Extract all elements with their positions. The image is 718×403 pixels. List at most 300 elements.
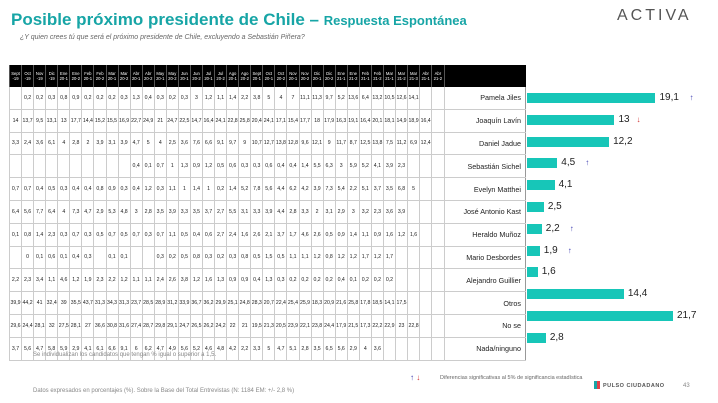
table-cell (408, 200, 420, 223)
table-cell: 1,1 (166, 178, 178, 201)
table-cell: 9,5 (34, 109, 46, 132)
table-cell: 7,5 (383, 132, 395, 155)
table-cell: 1,4 (299, 155, 311, 178)
table-cell (82, 155, 94, 178)
bar (527, 115, 614, 125)
table-cell: 0,3 (251, 155, 263, 178)
table-cell: 7,6 (190, 132, 202, 155)
table-cell: 41 (34, 292, 46, 315)
table-cell: 19,1 (347, 109, 359, 132)
table-cell: 10,7 (251, 132, 263, 155)
table-cell (408, 269, 420, 292)
table-cell: 2,2 (10, 269, 22, 292)
data-label: 2,2 (545, 222, 560, 234)
activa-logo: ACTIVA (617, 7, 692, 24)
table-cell: 19,5 (251, 314, 263, 337)
table-cell: 7,7 (34, 200, 46, 223)
table-cell: 0,3 (203, 246, 215, 269)
bar (527, 202, 544, 212)
up-arrow-icon: ↑ (410, 373, 414, 382)
table-cell: 20,4 (251, 109, 263, 132)
table-cell: 25,1 (227, 292, 239, 315)
table-cell: 4,8 (118, 200, 130, 223)
table-cell: 12,8 (287, 132, 299, 155)
table-cell: 3,4 (34, 269, 46, 292)
column-header: Oct 20-2 (275, 65, 287, 87)
table-row (10, 200, 526, 223)
table-cell (420, 223, 432, 246)
column-header: Feb 20-2 (94, 65, 106, 87)
table-cell (420, 269, 432, 292)
column-header: Oct -19 (22, 65, 34, 87)
table-cell (432, 337, 444, 360)
column-header: Abr 21-2 (432, 65, 444, 87)
table-cell: 3 (347, 200, 359, 223)
table-cell: 18 (311, 109, 323, 132)
table-cell: 0,3 (154, 246, 166, 269)
table-cell: 0,2 (371, 269, 383, 292)
table-cell (432, 87, 444, 109)
column-header: Ene 20-2 (70, 65, 82, 87)
table-cell (432, 223, 444, 246)
data-label: 21,7 (676, 310, 697, 321)
table-cell (432, 178, 444, 201)
column-header: Feb 21-1 (359, 65, 371, 87)
table-cell: 6,1 (94, 337, 106, 360)
column-header: Jun 20-2 (190, 65, 202, 87)
table-cell: 22,1 (299, 314, 311, 337)
table-cell (383, 337, 395, 360)
table-cell: 4,2 (299, 178, 311, 201)
candidate-name: Evelyn Matthei (444, 178, 526, 201)
table-cell: 21,3 (263, 314, 275, 337)
table-cell: 0,8 (239, 246, 251, 269)
table-cell: 1,6 (239, 223, 251, 246)
table-cell: 0,3 (154, 87, 166, 109)
table-cell (408, 292, 420, 315)
table-cell: 0,2 (287, 269, 299, 292)
table-cell: 31,6 (118, 314, 130, 337)
table-cell: 6,8 (396, 178, 408, 201)
table-cell: 4,6 (299, 223, 311, 246)
table-cell: 0,7 (22, 178, 34, 201)
table-cell: 3,7 (203, 200, 215, 223)
table-cell: 3 (190, 87, 202, 109)
table-cell: 2,3 (396, 155, 408, 178)
column-header: Ene 21-2 (347, 65, 359, 87)
table-cell: 6,6 (106, 337, 118, 360)
table-cell: 1,4 (347, 223, 359, 246)
table-cell (396, 337, 408, 360)
table-cell: 43,7 (82, 292, 94, 315)
table-cell: 0,9 (335, 223, 347, 246)
table-cell: 13,7 (22, 109, 34, 132)
table-cell: 5,6 (22, 337, 34, 360)
table-cell: 0,9 (227, 269, 239, 292)
table-cell: 3,7 (371, 178, 383, 201)
table-cell: 25,8 (347, 292, 359, 315)
table-cell: 0,8 (190, 246, 202, 269)
table-cell: 13,8 (371, 132, 383, 155)
table-row (10, 269, 526, 292)
table-cell: 2 (311, 200, 323, 223)
column-header: Dic 20-1 (311, 65, 323, 87)
table-cell: 7 (287, 87, 299, 109)
down-arrow-icon: ↓ (636, 114, 641, 124)
table-cell: 3,5 (190, 200, 202, 223)
table-cell: 3,3 (10, 132, 22, 155)
table-cell: 21,5 (347, 314, 359, 337)
table-cell: 0,6 (263, 155, 275, 178)
table-cell: 7,8 (251, 178, 263, 201)
table-cell: 1,2 (396, 223, 408, 246)
footer-brand: PULSO CIUDADANO (603, 383, 665, 389)
table-cell: 15,5 (106, 109, 118, 132)
table-cell: 0,9 (239, 269, 251, 292)
table-cell: 4,1 (82, 337, 94, 360)
table-cell: 1,2 (203, 87, 215, 109)
column-header: Abr 21-1 (420, 65, 432, 87)
table-cell: 2,4 (227, 223, 239, 246)
bar (527, 267, 538, 277)
table-cell: 3,7 (275, 223, 287, 246)
table-cell: 12,1 (311, 132, 323, 155)
table-cell: 9,1 (215, 132, 227, 155)
column-header: Jun 20-1 (178, 65, 190, 87)
table-cell: 17,9 (323, 109, 335, 132)
survey-question: ¿Y quien crees tú que será el próximo presidente de Chile, excluyendo a Sebastián Piñera? (20, 34, 305, 41)
table-cell: 5 (263, 337, 275, 360)
table-cell: 0,3 (82, 246, 94, 269)
table-cell (432, 109, 444, 132)
table-cell: 0,5 (178, 223, 190, 246)
table-cell: 1,1 (287, 246, 299, 269)
table-cell: 1,1 (215, 87, 227, 109)
candidate-name: Mario Desbordes (444, 246, 526, 269)
table-cell: 9,6 (299, 132, 311, 155)
table-cell: 22,8 (408, 314, 420, 337)
table-cell: 0,6 (227, 155, 239, 178)
table-cell: 6,4 (359, 87, 371, 109)
table-cell: 24,7 (166, 109, 178, 132)
table-cell: 31,3 (94, 292, 106, 315)
column-header: Ene 20-1 (58, 65, 70, 87)
table-cell: 0,5 (323, 223, 335, 246)
candidate-name: Joaquín Lavín (444, 109, 526, 132)
table-cell: 4 (359, 337, 371, 360)
table-cell (432, 269, 444, 292)
table-cell: 5,6 (178, 337, 190, 360)
column-header: Feb 20-1 (82, 65, 94, 87)
table-cell: 1,3 (263, 269, 275, 292)
data-note: Datos expresados en porcentajes (%). Sobre la Base del Total Entrevistas (N: 1184 EM: +/- 2,8 %) (33, 388, 295, 394)
table-cell: 2,9 (335, 200, 347, 223)
table-cell (22, 155, 34, 178)
table-cell (408, 246, 420, 269)
table-cell: 2,2 (106, 269, 118, 292)
column-header: Mar 20-2 (118, 65, 130, 87)
table-cell: 16,3 (335, 109, 347, 132)
table-cell: 0,2 (323, 269, 335, 292)
table-cell: 3,8 (251, 87, 263, 109)
table-cell: 24,4 (22, 314, 34, 337)
table-cell (130, 246, 142, 269)
column-header: Nov 20-2 (299, 65, 311, 87)
table-cell: 2,3 (94, 269, 106, 292)
table-cell: 18,9 (408, 109, 420, 132)
table-cell: 1,6 (408, 223, 420, 246)
table-cell: 4,1 (371, 155, 383, 178)
table-cell: 21,6 (335, 292, 347, 315)
table-cell: 21 (239, 314, 251, 337)
table-cell: 24,1 (215, 109, 227, 132)
table-cell: 2,3 (22, 269, 34, 292)
table-cell (420, 87, 432, 109)
table-cell: 0,4 (142, 87, 154, 109)
table-cell: 0,4 (82, 178, 94, 201)
table-cell: 2,2 (239, 87, 251, 109)
table-cell: 3,9 (94, 132, 106, 155)
table-cell: 11,1 (299, 87, 311, 109)
table-cell (94, 155, 106, 178)
table-cell: 28,7 (142, 314, 154, 337)
table-cell (420, 200, 432, 223)
table-cell: 0,2 (215, 178, 227, 201)
table-cell: 2,9 (347, 337, 359, 360)
table-cell: 18,3 (311, 292, 323, 315)
table-cell: 6 (130, 337, 142, 360)
table-cell: 0,8 (58, 87, 70, 109)
data-label: 2,5 (547, 201, 562, 212)
table-cell: 6,1 (46, 132, 58, 155)
table-cell: 0,1 (34, 246, 46, 269)
table-cell: 3,5 (154, 200, 166, 223)
table-cell: 7,3 (323, 178, 335, 201)
table-cell: 0,9 (371, 223, 383, 246)
table-cell: 3 (130, 200, 142, 223)
table-cell: 0,4 (335, 269, 347, 292)
table-cell (432, 200, 444, 223)
table-cell: 0,3 (82, 223, 94, 246)
table-cell (10, 155, 22, 178)
table-cell: 1,3 (178, 155, 190, 178)
table-cell: 5,3 (106, 200, 118, 223)
title-main: Posible próximo presidente de Chile (11, 10, 305, 29)
table-cell: 3,3 (299, 200, 311, 223)
table-cell: 16,9 (118, 109, 130, 132)
table-cell: 0,3 (239, 155, 251, 178)
table-cell: 27,5 (58, 314, 70, 337)
table-cell: 2,3 (371, 200, 383, 223)
bar (527, 137, 609, 147)
table-cell: 2,2 (347, 178, 359, 201)
table-cell: 0,6 (46, 246, 58, 269)
table-cell: 3,6 (178, 132, 190, 155)
table-cell: 1,2 (142, 178, 154, 201)
table-cell: 13,1 (46, 109, 58, 132)
table-cell: 12,6 (396, 87, 408, 109)
table-cell: 4,4 (275, 178, 287, 201)
table-cell: 21 (154, 109, 166, 132)
table-cell: 5,1 (359, 178, 371, 201)
table-row (10, 109, 526, 132)
table-cell: 1,7 (383, 246, 395, 269)
table-cell: 3,1 (239, 200, 251, 223)
column-header: May 20-1 (154, 65, 166, 87)
table-cell: 11,2 (396, 132, 408, 155)
table-cell: 0,4 (70, 178, 82, 201)
column-header: Jul 20-1 (203, 65, 215, 87)
table-cell: 0,5 (178, 246, 190, 269)
table-cell (420, 246, 432, 269)
table-cell (34, 155, 46, 178)
table-cell: 0,9 (70, 87, 82, 109)
table-cell: 0,4 (70, 246, 82, 269)
table-cell: 17,1 (275, 109, 287, 132)
table-cell: 1,4 (227, 178, 239, 201)
table-cell: 20,9 (323, 292, 335, 315)
candidate-name: Pamela Jiles (444, 87, 526, 109)
table-cell (432, 292, 444, 315)
table-cell: 6,2 (287, 178, 299, 201)
table-cell: 3,9 (118, 132, 130, 155)
table-cell: 0,2 (299, 269, 311, 292)
table-cell: 22,9 (383, 314, 395, 337)
table-cell (420, 155, 432, 178)
table-cell: 1,2 (118, 269, 130, 292)
table-cell: 36,6 (94, 314, 106, 337)
table-cell: 14,4 (82, 109, 94, 132)
table-cell: 4,8 (215, 337, 227, 360)
table-cell: 22,4 (275, 292, 287, 315)
data-label: 13 (618, 113, 630, 125)
table-cell: 28,9 (154, 292, 166, 315)
table-cell (408, 155, 420, 178)
table-cell: 6,9 (408, 132, 420, 155)
table-cell: 0,8 (323, 246, 335, 269)
table-row (10, 223, 526, 246)
table-cell: 0,3 (58, 223, 70, 246)
column-header: Oct 20-1 (263, 65, 275, 87)
table-cell: 4 (275, 87, 287, 109)
table-cell (396, 246, 408, 269)
table-cell: 2,8 (142, 200, 154, 223)
bar (527, 311, 673, 321)
table-cell: 31,3 (118, 292, 130, 315)
table-cell: 7,3 (70, 200, 82, 223)
table-cell: 0,5 (46, 178, 58, 201)
table-cell: 23,9 (287, 314, 299, 337)
table-cell: 29,9 (215, 292, 227, 315)
table-cell: 0,2 (22, 87, 34, 109)
column-header: Abr 20-2 (142, 65, 154, 87)
table-cell: 4,7 (130, 132, 142, 155)
table-cell: 2,2 (239, 337, 251, 360)
table-cell: 0,3 (142, 223, 154, 246)
table-cell: 17,5 (396, 292, 408, 315)
table-cell: 0,3 (118, 178, 130, 201)
table-cell (94, 246, 106, 269)
table-cell: 24,2 (215, 314, 227, 337)
table-cell: 0,6 (203, 223, 215, 246)
data-label: 14,4 (627, 288, 648, 300)
table-cell: 26,5 (190, 314, 202, 337)
table-cell: 2,8 (299, 337, 311, 360)
table-cell: 0,3 (58, 178, 70, 201)
table-cell: 1,9 (82, 269, 94, 292)
table-cell: 6,4 (46, 200, 58, 223)
table-cell: 1,1 (142, 269, 154, 292)
table-cell: 39,9 (10, 292, 22, 315)
table-cell: 0,4 (190, 223, 202, 246)
candidate-name: Heraldo Muñoz (444, 223, 526, 246)
table-cell: 3 (335, 155, 347, 178)
table-cell: 12,5 (359, 132, 371, 155)
candidate-name: Daniel Jadue (444, 132, 526, 155)
table-cell: 2,5 (166, 132, 178, 155)
table-cell: 33,9 (178, 292, 190, 315)
bar (527, 224, 542, 234)
table-cell: 1,3 (130, 87, 142, 109)
table-row (10, 132, 526, 155)
table-cell (420, 292, 432, 315)
table-cell: 0,7 (154, 155, 166, 178)
table-cell: 16,4 (420, 109, 432, 132)
table-cell (420, 178, 432, 201)
table-cell: 0,5 (275, 246, 287, 269)
table-cell: 3,2 (359, 200, 371, 223)
table-cell: 3,6 (34, 132, 46, 155)
table-cell: 44,2 (22, 292, 34, 315)
column-header: Mar 20-1 (106, 65, 118, 87)
table-cell: 0,7 (106, 223, 118, 246)
table-cell: 5,6 (263, 178, 275, 201)
table-cell: 32 (46, 314, 58, 337)
title-subtitle: Respuesta Espontánea (323, 13, 467, 28)
column-header: Ene 21-1 (335, 65, 347, 87)
legend-arrows (410, 373, 420, 382)
table-cell: 4 (154, 132, 166, 155)
table-cell: 4,9 (166, 337, 178, 360)
table-cell: 5,9 (347, 155, 359, 178)
table-cell: 2 (82, 132, 94, 155)
table-cell: 6,2 (142, 337, 154, 360)
table-cell: 0,7 (70, 223, 82, 246)
table-cell: 4,4 (275, 200, 287, 223)
table-cell: 0,4 (251, 269, 263, 292)
data-label: 4,1 (558, 179, 573, 191)
column-header: May 20-2 (166, 65, 178, 87)
table-cell: 25,4 (287, 292, 299, 315)
candidate-name: Otros (444, 292, 526, 315)
table-cell: 14 (10, 109, 22, 132)
column-header: Abr 20-1 (130, 65, 142, 87)
table-cell: 35,5 (70, 292, 82, 315)
table-cell: 15,4 (287, 109, 299, 132)
down-arrow-icon: ↓ (416, 373, 421, 382)
table-cell: 0,2 (215, 246, 227, 269)
table-cell: 4,7 (34, 337, 46, 360)
table-cell: 0,2 (166, 246, 178, 269)
table-cell: 0,3 (227, 246, 239, 269)
table-cell: 4,6 (58, 269, 70, 292)
table-cell: 5,5 (311, 155, 323, 178)
table-cell (420, 337, 432, 360)
table-cell: 0,7 (10, 178, 22, 201)
table-cell: 3,8 (178, 269, 190, 292)
table-cell: 0,5 (94, 223, 106, 246)
table-cell: 13 (58, 109, 70, 132)
